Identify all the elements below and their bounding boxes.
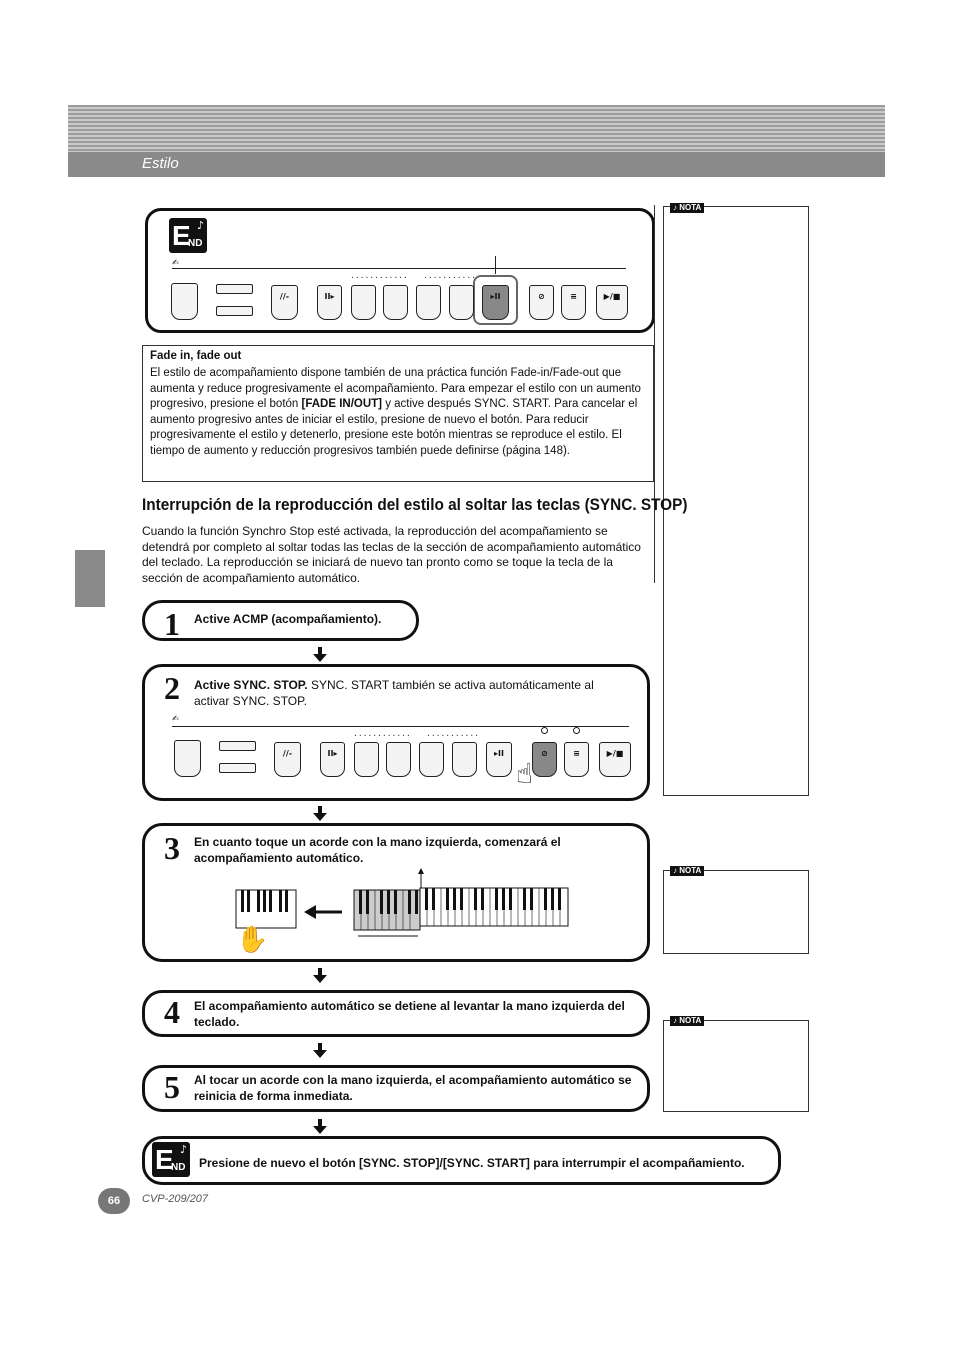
- step-number: 4: [164, 994, 180, 1030]
- main-d-button[interactable]: [449, 285, 474, 320]
- sync-start-led: [573, 727, 580, 734]
- dots-group-1: ............: [350, 271, 408, 280]
- start-stop-button[interactable]: ▶/■: [596, 285, 628, 320]
- section-title: Estilo: [142, 155, 179, 172]
- nota-box-2: [663, 870, 809, 954]
- panel-button-break[interactable]: //-: [271, 285, 298, 320]
- nota-label: ♪ NOTA: [670, 1016, 704, 1026]
- info-title: Fade in, fade out: [150, 350, 242, 362]
- end-icon: E ND ♪: [152, 1142, 190, 1177]
- left-arrow: [304, 905, 342, 919]
- step-3-text: En cuanto toque un acorde con la mano izquierda, comenzará el acompañamiento automático.: [194, 835, 561, 865]
- side-tab: [75, 550, 105, 607]
- model-name: CVP-209/207: [142, 1193, 209, 1205]
- large-keyboard: [354, 888, 568, 936]
- main-a-button[interactable]: [354, 742, 379, 777]
- keyboard-illustration: [230, 860, 575, 960]
- hand-icon: ✍: [172, 714, 179, 723]
- note-icon: ♪: [179, 1143, 187, 1156]
- main-d-button[interactable]: [452, 742, 477, 777]
- step-number: 3: [164, 830, 180, 866]
- section-heading: Interrupción de la reproducción del estilo al soltar las teclas (SYNC. STOP): [142, 496, 688, 514]
- step-4-text: El acompañamiento automático se detiene al levantar la mano izquierda del teclado.: [194, 999, 625, 1029]
- end-text: Presione de nuevo el botón [SYNC. STOP]/[SYNC. START] para interrumpir el acompañamiento.: [199, 1156, 745, 1170]
- main-b-button[interactable]: [383, 285, 408, 320]
- main-b-button[interactable]: [386, 742, 411, 777]
- panel-button-1[interactable]: [171, 283, 198, 320]
- main-a-button[interactable]: [351, 285, 376, 320]
- intro-button[interactable]: II▸: [317, 285, 342, 320]
- main-c-button[interactable]: [419, 742, 444, 777]
- sync-stop-button[interactable]: ⊘: [529, 285, 554, 320]
- step-number: 5: [164, 1069, 180, 1105]
- note-icon: ♪: [196, 219, 204, 232]
- sync-start-button[interactable]: ≡: [564, 742, 589, 777]
- left-hand-icon: ✋: [236, 925, 269, 955]
- dots-group-2: ...........: [423, 271, 476, 280]
- panel-line: [172, 726, 629, 727]
- header-strip: [68, 152, 885, 177]
- intro-button[interactable]: II▸: [320, 742, 345, 777]
- pointing-hand-icon: ☝: [516, 757, 534, 790]
- step-2-text: Active SYNC. STOP. SYNC. START también se activa automáticamente al activar SYNC. STOP.: [194, 678, 594, 708]
- callout-line: [495, 256, 496, 274]
- info-body: El estilo de acompañamiento dispone también de una práctica función Fade-in/Fade-out que aumenta y reduce progresivamente el acompañamiento. Para empezar el estilo con un aumento progresivo, presione el botón [FADE IN/OUT] y active después SYNC. START. Para cancelar el aumento progresivo antes de iniciar el estilo, presione de nuevo el botón. Para reducir progresivamente el estilo y detenerlo, presione este botón mientras se reproduce el estilo. El tiempo de aumento y reducción progresivos también puede definirse (página 148).: [150, 367, 641, 457]
- ending-button[interactable]: ▸II: [486, 742, 512, 777]
- start-stop-button[interactable]: ▶/■: [599, 742, 631, 777]
- panel-button-lower[interactable]: [219, 763, 256, 773]
- panel-button-upper[interactable]: [216, 284, 253, 294]
- small-keyboard: [236, 890, 296, 928]
- end-icon: E ND ♪: [169, 218, 207, 253]
- hand-icon: ✍: [172, 258, 179, 267]
- step-5-text: Al tocar un acorde con la mano izquierda, el acompañamiento automático se reinicia de forma inmediata.: [194, 1073, 632, 1103]
- panel-button-lower[interactable]: [216, 306, 253, 316]
- sync-stop-button[interactable]: ⊘: [532, 742, 557, 777]
- nota-label: ♪ NOTA: [670, 866, 704, 876]
- step-1-text: Active ACMP (acompañamiento).: [194, 612, 382, 626]
- dots-group-1: ............: [353, 729, 411, 738]
- intro-paragraph: Cuando la función Synchro Stop esté activada, la reproducción del acompañamiento se detendrá por completo al soltar todas las teclas de la sección de acompañamiento automático del teclado. La reproducción se iniciará de nuevo tan pronto como se toque la tecla de la sección de acompañamiento automático.: [142, 524, 641, 585]
- panel-button-1[interactable]: [174, 740, 201, 777]
- dots-group-2: ...........: [426, 729, 479, 738]
- page-number: 66: [98, 1188, 130, 1214]
- main-c-button[interactable]: [416, 285, 441, 320]
- step-number: 2: [164, 670, 180, 706]
- sync-stop-led: [541, 727, 548, 734]
- ending-button[interactable]: ▸II: [482, 285, 509, 320]
- step-number: 1: [164, 606, 180, 642]
- panel-line: [172, 268, 626, 269]
- sync-start-button[interactable]: ≡: [561, 285, 586, 320]
- panel-button-break[interactable]: //-: [274, 742, 301, 777]
- nota-label: ♪ NOTA: [670, 203, 704, 213]
- panel-button-upper[interactable]: [219, 741, 256, 751]
- nota-box-3: [663, 1020, 809, 1112]
- divider-line: [654, 205, 655, 583]
